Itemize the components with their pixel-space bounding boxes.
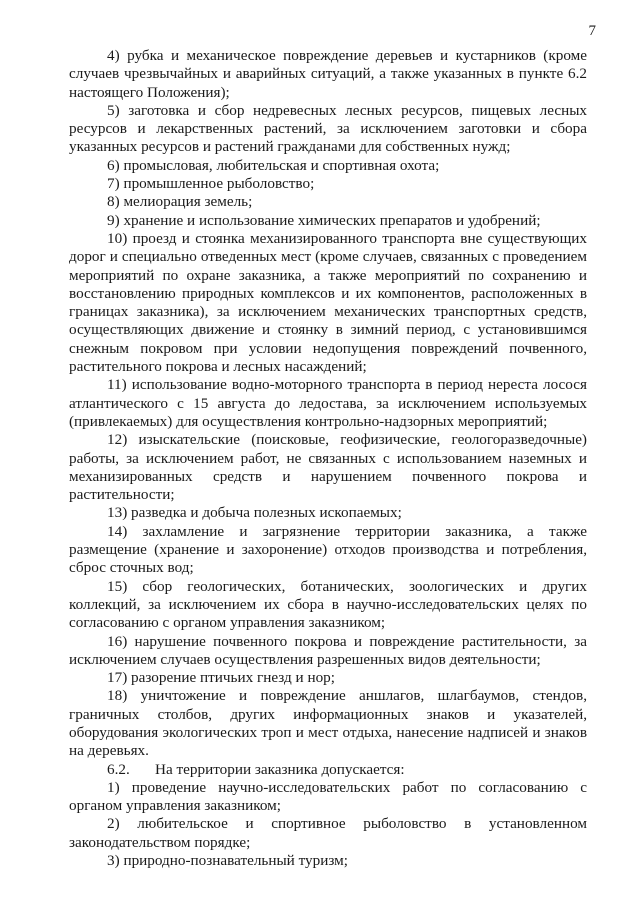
page-number: 7: [588, 23, 596, 39]
prohibited-item-8: 8) мелиорация земель;: [107, 193, 253, 211]
prohibited-item-17: 17) разорение птичьих гнезд и нор;: [107, 669, 335, 687]
permitted-item-2: 2) любительское и спортивное рыболовство в установленном законодательством порядке;: [69, 815, 587, 851]
permitted-item-1: 1) проведение научно-исследовательских работ по согласованию с органом управления заказником;: [69, 778, 587, 815]
prohibited-item-5: 5) заготовка и сбор недревесных лесных ресурсов, пищевых лесных ресурсов и лекарственных растений, за исключением заготовки и сбора указанных ресурсов и растений гражданами для собственных нужд;: [69, 101, 587, 156]
prohibited-item-16: 16) нарушение почвенного покрова и повреждение растительности, за исключением случаев осуществления разрешенных видов деятельности;: [69, 632, 587, 668]
prohibited-item-18: 18) уничтожение и повреждение аншлагов, шлагбаумов, стендов, граничных столбов, других информационных знаков и указателей, оборудования экологических троп и мест отдыха, нанесение надписей и знаков на деревьях.: [69, 687, 587, 760]
prohibited-item-7: 7) промышленное рыболовство;: [107, 175, 315, 193]
section-text: На территории заказника допускается:: [155, 760, 405, 778]
prohibited-item-10: 10) проезд и стоянка механизированного транспорта вне существующих дорог и специально отведенных мест (кроме случаев, связанных с проведением мероприятий по охране заказника, а также мероприятий по сохранению и восстановлению природных комплексов и их компонентов, расположенных в границах заказника), за исключением механических транспортных средств, осуществляющих движение и стоянку в зимний период, с установившимся снежным покровом при условии недопущения повреждений почвенного, растительного покрова и лесных насаждений;: [69, 229, 587, 376]
prohibited-item-12: 12) изыскательские (поисковые, геофизические, геологоразведочные) работы, за исключением работ, не связанных с использованием наземных и механизированных средств и нарушением почвенного покрова и растительности;: [69, 431, 587, 504]
document-body: [69, 47, 587, 870]
prohibited-item-13: 13) разведка и добыча полезных ископаемых;: [107, 504, 402, 522]
prohibited-item-15: 15) сбор геологических, ботанических, зоологических и других коллекций, за исключением их сбора в научно-исследовательских целях по согласованию с органом управления заказником;: [69, 577, 587, 632]
permitted-item-3: 3) природно-познавательный туризм;: [107, 852, 348, 870]
prohibited-item-4: 4) рубка и механическое повреждение деревьев и кустарников (кроме случаев чрезвычайных и аварийных ситуаций, а также указанных в пункте 6.2 настоящего Положения);: [69, 47, 587, 101]
prohibited-item-6: 6) промысловая, любительская и спортивная охота;: [107, 156, 440, 174]
prohibited-item-9: 9) хранение и использование химических препаратов и удобрений;: [107, 211, 541, 229]
prohibited-item-14: 14) захламление и загрязнение территории заказника, а также размещение (хранение и захоронение) отходов производства и потребления, сброс сточных вод;: [69, 522, 587, 577]
section-number: 6.2.: [107, 760, 130, 778]
section-heading: [69, 761, 587, 779]
prohibited-item-11: 11) использование водно-моторного транспорта в период нереста лосося атлантического с 15 августа до ледостава, за исключением используемых (привлекаемых) для осуществления контрольно-надзорных мероприятий;: [69, 376, 587, 430]
